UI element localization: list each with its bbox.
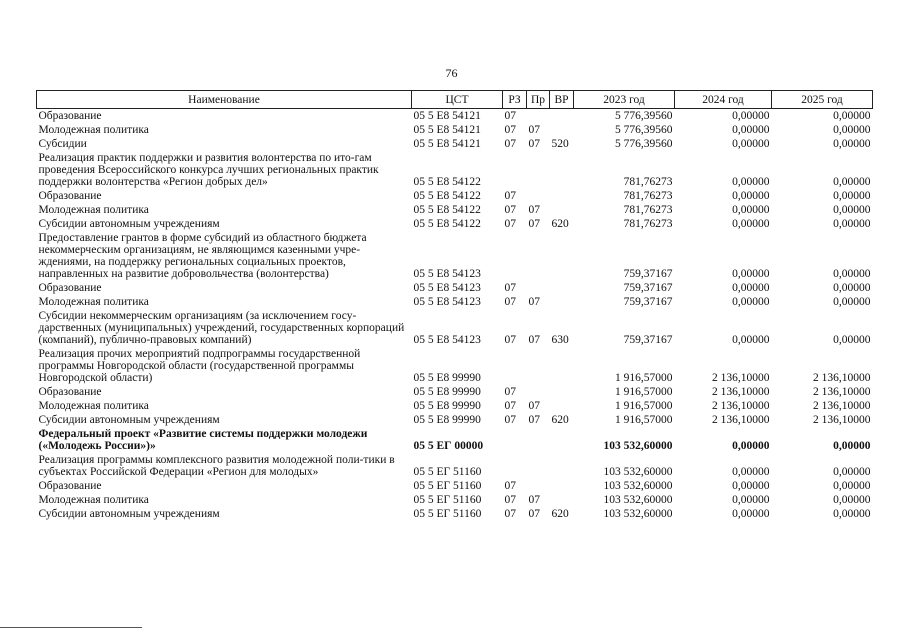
row-name: Субсидии автономным учреждениям — [38, 508, 220, 520]
table-header-row — [37, 91, 873, 109]
row-value-2025: 2 136,10000 — [813, 372, 871, 384]
table-row — [37, 137, 873, 151]
row-cst: 05 5 Е8 54123 — [413, 282, 481, 294]
table-row — [37, 217, 873, 231]
row-value-2024: 0,00000 — [732, 176, 770, 188]
row-name: Субсидии — [38, 138, 87, 150]
row-value-2024: 0,00000 — [732, 138, 770, 150]
row-pr: 07 — [528, 138, 540, 150]
column-header-cst: ЦСТ — [412, 91, 503, 109]
row-cst: 05 5 Е8 54123 — [413, 296, 481, 308]
row-cst: 05 5 Е8 54123 — [413, 268, 481, 280]
row-vr: 620 — [551, 218, 569, 230]
row-value-2025: 0,00000 — [833, 110, 871, 122]
row-value-2025: 0,00000 — [833, 204, 871, 216]
row-value-2024: 0,00000 — [732, 124, 770, 136]
table-row — [37, 507, 873, 521]
row-name: Федеральный проект «Развитие системы поддержки молодежи («Молодежь России»)» — [38, 428, 368, 452]
row-vr — [550, 109, 574, 124]
row-value-2023: 103 532,60000 — [603, 494, 673, 506]
row-pr — [527, 453, 550, 479]
row-pr: 07 — [528, 334, 540, 346]
row-rz — [503, 347, 527, 385]
row-vr — [550, 347, 574, 385]
row-value-2023: 103 532,60000 — [603, 480, 673, 492]
row-value-2023: 759,37167 — [623, 268, 673, 280]
row-value-2024: 0,00000 — [732, 334, 770, 346]
table-body — [37, 109, 873, 522]
row-pr: 07 — [528, 124, 540, 136]
row-cst: 05 5 ЕГ 51160 — [413, 494, 482, 506]
row-name: Молодежная политика — [38, 124, 149, 136]
column-header-2024: 2024 год — [675, 91, 772, 109]
row-name: Субсидии автономным учреждениям — [38, 218, 220, 230]
row-name: Субсидии некоммерческим организациям (за исключением госу-дарственных (муниципальных) учреждений, государственных корпораций (компаний), публично-правовых компаний) — [38, 310, 405, 346]
row-vr: 620 — [551, 414, 569, 426]
row-pr: 07 — [528, 400, 540, 412]
row-vr — [550, 295, 574, 309]
table-row — [37, 123, 873, 137]
row-name: Образование — [38, 386, 102, 398]
row-value-2025: 0,00000 — [833, 138, 871, 150]
row-cst: 05 5 Е8 54121 — [413, 138, 481, 150]
row-rz: 07 — [504, 204, 516, 216]
row-value-2024: 0,00000 — [732, 268, 770, 280]
row-value-2023: 781,76273 — [623, 190, 673, 202]
row-value-2023: 103 532,60000 — [603, 440, 673, 452]
row-pr: 07 — [528, 296, 540, 308]
row-pr — [527, 189, 550, 203]
row-value-2024: 0,00000 — [732, 440, 770, 452]
row-value-2024: 0,00000 — [732, 190, 770, 202]
table-row — [37, 203, 873, 217]
row-rz: 07 — [504, 480, 516, 492]
row-value-2024: 2 136,10000 — [712, 400, 770, 412]
row-name: Образование — [38, 282, 102, 294]
row-rz — [503, 427, 527, 453]
row-value-2025: 2 136,10000 — [813, 414, 871, 426]
table-row — [37, 347, 873, 385]
row-vr — [550, 479, 574, 493]
row-value-2023: 781,76273 — [623, 218, 673, 230]
row-pr: 07 — [528, 218, 540, 230]
row-value-2025: 2 136,10000 — [813, 400, 871, 412]
row-value-2023: 5 776,39560 — [615, 110, 673, 122]
row-cst: 05 5 Е8 54121 — [413, 110, 481, 122]
row-vr — [550, 493, 574, 507]
row-pr: 07 — [528, 508, 540, 520]
row-vr — [550, 203, 574, 217]
row-name: Субсидии автономным учреждениям — [38, 414, 220, 426]
row-value-2024: 0,00000 — [732, 494, 770, 506]
row-value-2025: 0,00000 — [833, 508, 871, 520]
row-name: Образование — [38, 190, 102, 202]
row-value-2024: 0,00000 — [732, 204, 770, 216]
row-pr — [527, 427, 550, 453]
row-value-2025: 0,00000 — [833, 190, 871, 202]
row-cst: 05 5 Е8 54122 — [413, 218, 481, 230]
row-pr — [527, 385, 550, 399]
row-value-2023: 5 776,39560 — [615, 138, 673, 150]
column-header-rz: РЗ — [503, 91, 527, 109]
row-rz: 07 — [504, 386, 516, 398]
row-rz — [503, 151, 527, 189]
row-vr — [550, 281, 574, 295]
table-row — [37, 385, 873, 399]
row-vr — [550, 123, 574, 137]
table-row — [37, 479, 873, 493]
row-rz: 07 — [504, 334, 516, 346]
row-rz: 07 — [504, 296, 516, 308]
row-rz: 07 — [504, 494, 516, 506]
row-cst: 05 5 Е8 54122 — [413, 190, 481, 202]
row-rz — [503, 453, 527, 479]
row-value-2024: 2 136,10000 — [712, 414, 770, 426]
row-value-2023: 759,37167 — [623, 296, 673, 308]
column-header-2025: 2025 год — [772, 91, 873, 109]
row-value-2025: 0,00000 — [833, 480, 871, 492]
row-vr — [550, 385, 574, 399]
row-value-2023: 759,37167 — [623, 282, 673, 294]
table-row — [37, 189, 873, 203]
table-row — [37, 109, 873, 124]
row-pr — [527, 347, 550, 385]
row-cst: 05 5 ЕГ 51160 — [413, 466, 482, 478]
row-name: Реализация программы комплексного развития молодежной поли-тики в субъектах Российской Федерации «Регион для молодых» — [38, 454, 395, 478]
row-value-2024: 2 136,10000 — [712, 372, 770, 384]
row-rz: 07 — [504, 218, 516, 230]
row-pr — [527, 109, 550, 124]
row-vr: 620 — [551, 508, 569, 520]
row-pr — [527, 479, 550, 493]
row-vr — [550, 453, 574, 479]
column-header-2023: 2023 год — [574, 91, 675, 109]
row-cst: 05 5 Е8 99990 — [413, 414, 481, 426]
row-rz: 07 — [504, 400, 516, 412]
row-name: Реализация прочих мероприятий подпрограммы государственной программы Новгородской области (государственной программы Новгородской области) — [38, 348, 361, 384]
row-name: Образование — [38, 110, 102, 122]
row-value-2023: 1 916,57000 — [615, 400, 673, 412]
row-value-2024: 0,00000 — [732, 282, 770, 294]
row-value-2024: 0,00000 — [732, 466, 770, 478]
row-name: Молодежная политика — [38, 296, 149, 308]
row-value-2025: 0,00000 — [833, 466, 871, 478]
row-cst: 05 5 Е8 54122 — [413, 176, 481, 188]
row-value-2023: 1 916,57000 — [615, 414, 673, 426]
budget-table — [36, 90, 873, 521]
table-row — [37, 453, 873, 479]
row-vr — [550, 189, 574, 203]
row-value-2025: 0,00000 — [833, 268, 871, 280]
row-name: Молодежная политика — [38, 204, 149, 216]
row-value-2025: 0,00000 — [833, 218, 871, 230]
row-value-2023: 103 532,60000 — [603, 466, 673, 478]
row-value-2025: 0,00000 — [833, 334, 871, 346]
page-number: 76 — [445, 66, 458, 80]
row-rz: 07 — [504, 124, 516, 136]
table-row — [37, 427, 873, 453]
row-name: Реализация практик поддержки и развития волонтерства по ито-гам проведения Всероссийского конкурса лучших региональных практик поддержки волонтерства «Регион добрых дел» — [38, 152, 379, 188]
row-rz: 07 — [504, 190, 516, 202]
row-value-2023: 103 532,60000 — [603, 508, 673, 520]
row-value-2023: 5 776,39560 — [615, 124, 673, 136]
row-value-2025: 0,00000 — [833, 124, 871, 136]
table-row — [37, 151, 873, 189]
row-rz: 07 — [504, 110, 516, 122]
row-value-2025: 0,00000 — [833, 176, 871, 188]
row-value-2024: 0,00000 — [732, 480, 770, 492]
row-vr — [550, 399, 574, 413]
row-cst: 05 5 ЕГ 00000 — [413, 440, 484, 452]
row-rz: 07 — [504, 282, 516, 294]
table-row — [37, 493, 873, 507]
table-row — [37, 309, 873, 347]
row-value-2023: 781,76273 — [623, 204, 673, 216]
row-vr — [550, 427, 574, 453]
row-cst: 05 5 ЕГ 51160 — [413, 480, 482, 492]
row-rz: 07 — [504, 138, 516, 150]
row-value-2023: 759,37167 — [623, 334, 673, 346]
row-value-2024: 0,00000 — [732, 110, 770, 122]
row-name: Предоставление грантов в форме субсидий из областного бюджета некоммерческим организациям, не являющимся казенными учре-ждениями, на поддержку региональных социальных проектов, направленных на развитие добровольчества (волонтерства) — [38, 232, 367, 280]
row-rz: 07 — [504, 414, 516, 426]
row-pr — [527, 281, 550, 295]
row-value-2025: 0,00000 — [833, 440, 871, 452]
row-cst: 05 5 Е8 54122 — [413, 204, 481, 216]
row-value-2025: 0,00000 — [833, 494, 871, 506]
row-pr — [527, 231, 550, 281]
row-value-2025: 2 136,10000 — [813, 386, 871, 398]
row-cst: 05 5 Е8 54123 — [413, 334, 481, 346]
row-value-2024: 0,00000 — [732, 508, 770, 520]
footer-divider — [0, 627, 142, 628]
row-value-2024: 2 136,10000 — [712, 386, 770, 398]
column-header-name: Наименование — [37, 91, 412, 109]
row-vr — [550, 231, 574, 281]
row-value-2023: 1 916,57000 — [615, 372, 673, 384]
row-name: Образование — [38, 480, 102, 492]
table-row — [37, 281, 873, 295]
column-header-vr: ВР — [550, 91, 574, 109]
row-value-2023: 781,76273 — [623, 176, 673, 188]
row-value-2023: 1 916,57000 — [615, 386, 673, 398]
row-pr: 07 — [528, 414, 540, 426]
row-cst: 05 5 Е8 54121 — [413, 124, 481, 136]
column-header-pr: Пр — [527, 91, 550, 109]
row-cst: 05 5 ЕГ 51160 — [413, 508, 482, 520]
row-rz: 07 — [504, 508, 516, 520]
row-pr — [527, 151, 550, 189]
row-pr: 07 — [528, 204, 540, 216]
row-name: Молодежная политика — [38, 400, 149, 412]
table-row — [37, 295, 873, 309]
row-vr — [550, 151, 574, 189]
row-value-2025: 0,00000 — [833, 296, 871, 308]
row-rz — [503, 231, 527, 281]
row-vr: 520 — [551, 138, 569, 150]
row-cst: 05 5 Е8 99990 — [413, 372, 481, 384]
table-row — [37, 399, 873, 413]
row-value-2025: 0,00000 — [833, 282, 871, 294]
row-value-2024: 0,00000 — [732, 218, 770, 230]
row-cst: 05 5 Е8 99990 — [413, 400, 481, 412]
row-value-2024: 0,00000 — [732, 296, 770, 308]
table-row — [37, 413, 873, 427]
table-row — [37, 231, 873, 281]
row-cst: 05 5 Е8 99990 — [413, 386, 481, 398]
row-name: Молодежная политика — [38, 494, 149, 506]
row-pr: 07 — [528, 494, 540, 506]
row-vr: 630 — [551, 334, 569, 346]
